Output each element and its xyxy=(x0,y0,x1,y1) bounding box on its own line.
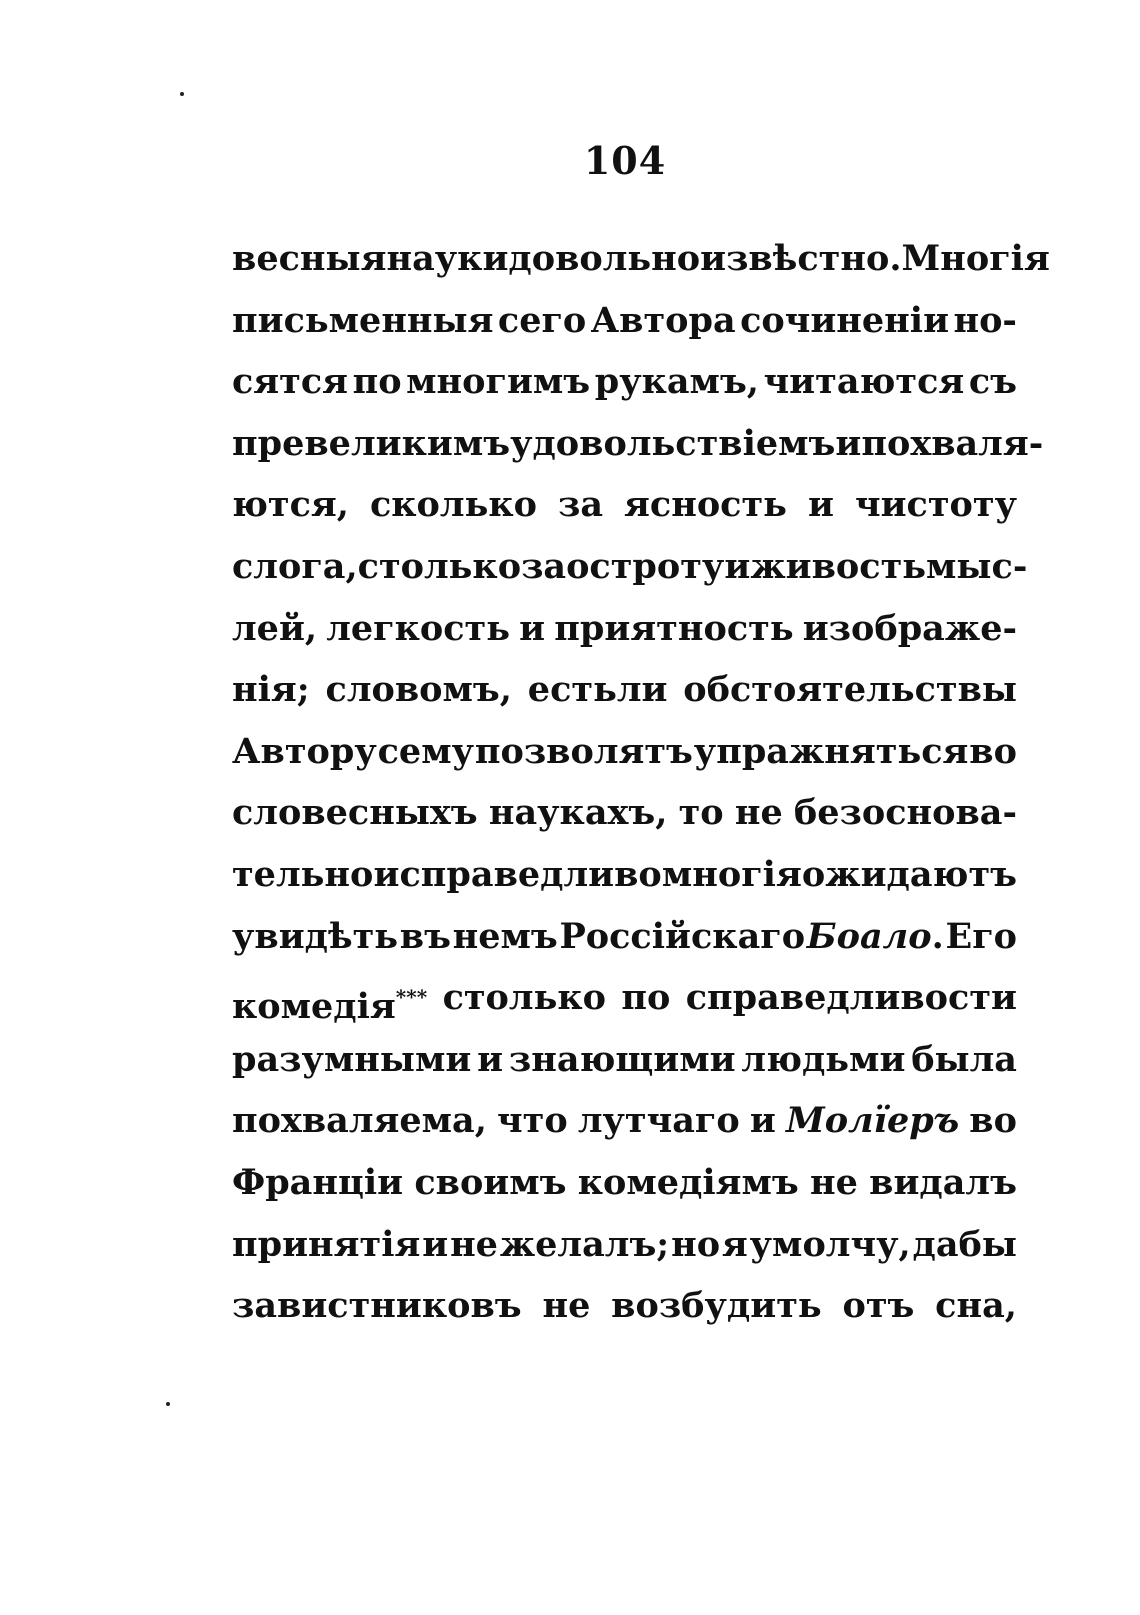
text-line xyxy=(232,1275,1017,1337)
text-word: во xyxy=(969,1100,1017,1142)
text-word: слога, xyxy=(232,545,358,587)
text-line xyxy=(232,721,1017,783)
text-word: отъ xyxy=(842,1285,915,1327)
text-word: ясность xyxy=(624,484,787,526)
text-word: естьли xyxy=(527,669,668,711)
text-word: превеликимъ xyxy=(232,422,511,464)
text-word: столько xyxy=(442,977,606,1019)
text-word: завистниковъ xyxy=(232,1285,522,1327)
text-word: но xyxy=(671,1223,721,1265)
text-word: за xyxy=(521,545,567,587)
text-word: Многія xyxy=(901,238,1050,279)
text-word: лутчаго xyxy=(577,1100,740,1142)
text-word: сна, xyxy=(935,1285,1017,1327)
text-line xyxy=(232,906,1017,968)
text-word: умолчу, xyxy=(749,1223,911,1265)
text-word: немъ xyxy=(452,915,558,957)
text-word: справедливости xyxy=(685,977,1017,1019)
text-word: знающими xyxy=(508,1038,736,1080)
text-word: и xyxy=(519,607,546,649)
text-word: лей, xyxy=(232,607,318,649)
text-word: Автору xyxy=(232,730,377,772)
text-word: я xyxy=(721,1223,748,1265)
text-word: то xyxy=(678,792,724,834)
text-word: видалъ xyxy=(869,1161,1017,1203)
text-word: сятся xyxy=(232,361,349,403)
text-line xyxy=(232,598,1017,660)
text-line xyxy=(232,413,1044,475)
text-word: наукахъ, xyxy=(488,792,668,834)
text-word: удовольствіемъ xyxy=(510,422,836,464)
text-word: сему xyxy=(377,730,474,772)
text-word: комедія*** xyxy=(232,985,428,1028)
text-word: не xyxy=(542,1285,591,1327)
text-word: не xyxy=(450,1223,498,1265)
text-word: Россійскаго xyxy=(559,915,806,957)
text-word: письменныя xyxy=(232,299,494,341)
text-word: словесныхъ xyxy=(232,792,478,834)
page-speck-top xyxy=(180,92,184,96)
text-word: легкость xyxy=(326,607,511,649)
page-number: 104 xyxy=(583,138,667,183)
text-word: ожидаютъ xyxy=(801,853,1017,895)
text-word: нія; xyxy=(232,669,310,711)
text-word: съ xyxy=(968,361,1017,403)
footnote-mark: *** xyxy=(395,985,428,1010)
text-word: по xyxy=(352,361,402,403)
text-word: остроту xyxy=(566,545,725,587)
text-word: столько xyxy=(357,545,522,587)
text-word: въ xyxy=(399,915,451,957)
text-word: довольно xyxy=(508,238,701,279)
text-word: но- xyxy=(953,299,1017,341)
text-word: Автора xyxy=(590,299,736,341)
text-line xyxy=(232,1152,1017,1214)
text-word: возбудить xyxy=(611,1285,822,1327)
text-word: Молїеръ xyxy=(785,1100,960,1142)
text-word: изображе- xyxy=(802,607,1017,649)
text-word: и xyxy=(373,853,400,895)
text-word: во xyxy=(969,730,1017,772)
text-word: и xyxy=(807,484,834,526)
text-word: приятность xyxy=(554,607,794,649)
text-line xyxy=(232,844,1017,906)
text-line xyxy=(232,782,1017,844)
text-word: не xyxy=(810,1161,858,1203)
page-speck-bottom xyxy=(166,1402,170,1406)
text-line xyxy=(232,1029,1017,1091)
text-line xyxy=(232,536,1028,598)
text-word: увидѣть xyxy=(232,915,399,957)
text-word: обстоятельствы xyxy=(683,669,1017,711)
text-word: и xyxy=(724,545,751,587)
text-word: людьми xyxy=(741,1038,906,1080)
text-word: похваляема, xyxy=(232,1100,487,1142)
text-line xyxy=(232,967,1017,1029)
text-word: принятія xyxy=(232,1223,421,1265)
text-word: рукамъ, xyxy=(594,361,759,403)
text-line xyxy=(232,1090,1017,1152)
text-word: мыс- xyxy=(926,545,1028,587)
text-line xyxy=(232,474,1017,536)
text-word: сочиненіи xyxy=(740,299,950,341)
text-word: безоснова- xyxy=(793,792,1017,834)
body-text xyxy=(232,228,1050,1337)
text-word: справедливо xyxy=(399,853,662,895)
text-word: многія xyxy=(661,853,802,895)
text-word: и xyxy=(422,1223,449,1265)
text-line xyxy=(232,228,1050,290)
text-word: своимъ xyxy=(414,1161,567,1203)
text-word: сколько xyxy=(369,484,537,526)
text-word: многимъ xyxy=(406,361,591,403)
text-line xyxy=(232,351,1017,413)
text-word: тельно xyxy=(232,853,374,895)
text-word: науки xyxy=(386,238,509,279)
text-line xyxy=(232,290,1017,352)
text-word: дабы xyxy=(912,1223,1017,1265)
text-word: упражняться xyxy=(693,730,969,772)
text-word: Боало. xyxy=(806,915,944,957)
text-word: читаются xyxy=(763,361,965,403)
text-word: Франціи xyxy=(232,1161,404,1203)
text-word: Его xyxy=(945,915,1017,957)
text-word: что xyxy=(497,1100,568,1142)
text-word: живость xyxy=(750,545,927,587)
text-word: и xyxy=(835,422,862,464)
text-word: и xyxy=(749,1100,776,1142)
text-word: чистоту xyxy=(854,484,1017,526)
text-word: желалъ; xyxy=(499,1223,670,1265)
text-word: словомъ, xyxy=(325,669,512,711)
text-word: сего xyxy=(497,299,587,341)
text-word: похваля- xyxy=(861,422,1044,464)
text-word: была xyxy=(911,1038,1017,1080)
text-word: комедіямъ xyxy=(577,1161,799,1203)
text-word: за xyxy=(558,484,604,526)
text-word: по xyxy=(621,977,671,1019)
text-word: позволятъ xyxy=(474,730,693,772)
text-line xyxy=(232,1214,1017,1276)
text-word: и xyxy=(477,1038,504,1080)
text-word: ются, xyxy=(232,484,349,526)
text-line xyxy=(232,659,1017,721)
text-word: извѣстно. xyxy=(700,238,902,279)
text-word: не xyxy=(734,792,783,834)
text-word: весныя xyxy=(232,238,387,279)
text-word: разумными xyxy=(232,1038,472,1080)
